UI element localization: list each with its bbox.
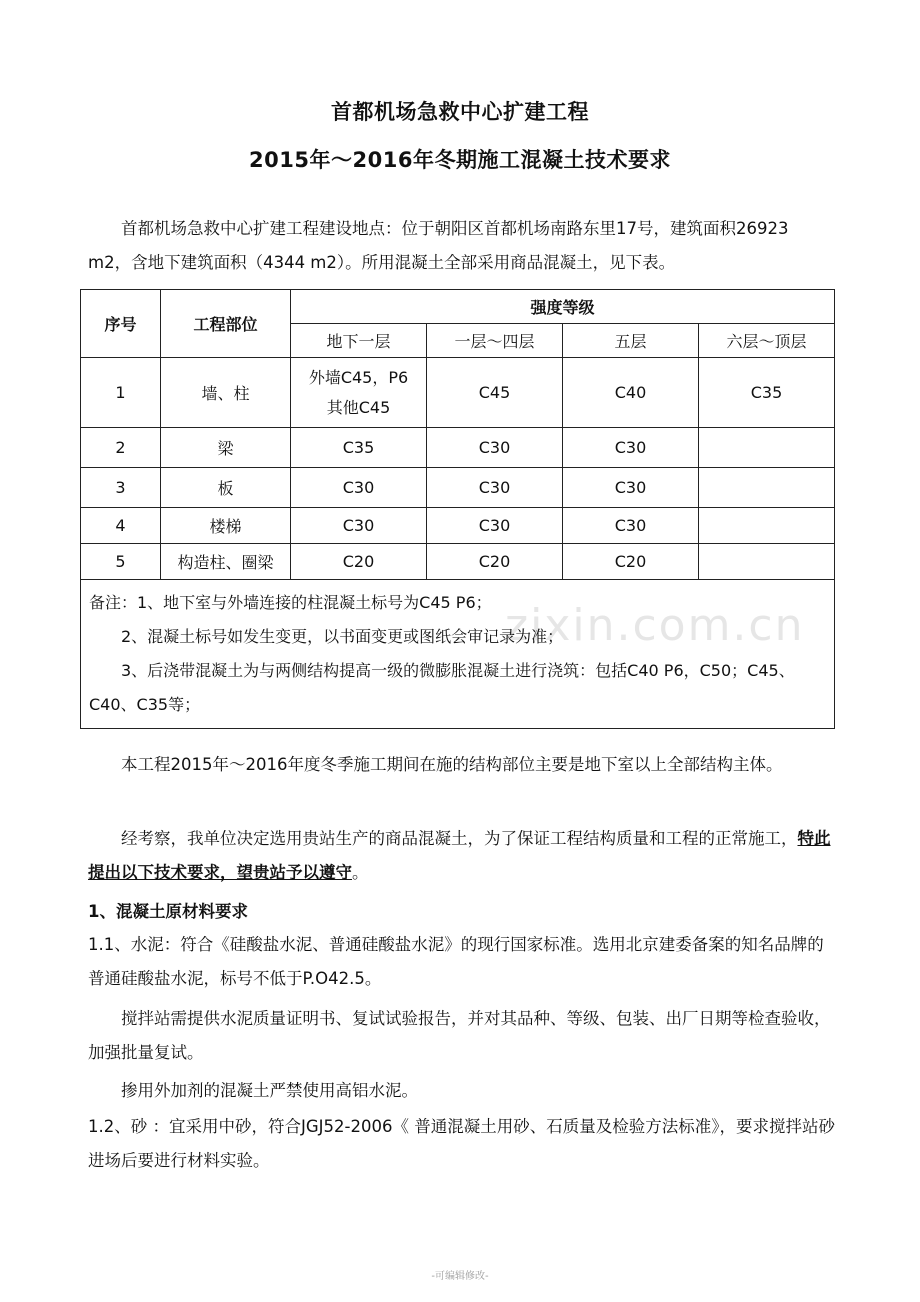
section-heading-1: 1、混凝土原材料要求: [88, 902, 248, 921]
note-line-2: 2、混凝土标号如发生变更，以书面变更或图纸会审记录为准；: [121, 627, 564, 646]
cell-basement: C30: [291, 508, 427, 544]
document-title: 首都机场急救中心扩建工程: [331, 100, 589, 124]
note-line-3: 3、后浇带混凝土为与两侧结构提高一级的微膨胀混凝土进行浇筑：包括C40 P6，C50；C45、C40、C35等；: [89, 661, 795, 714]
cell-basement: [291, 358, 427, 428]
subheader-floor1-4: 一层～四层: [427, 324, 563, 358]
table-notes: [81, 580, 835, 729]
table-row: [81, 468, 835, 508]
cell-floor5: C30: [563, 428, 699, 468]
cell-floor6-top: [699, 544, 835, 580]
table-row: [81, 358, 835, 428]
cell-floor5: C20: [563, 544, 699, 580]
subheader-floor6-top: 六层～顶层: [699, 324, 835, 358]
scope-paragraph: 本工程2015年～2016年度冬季施工期间在施的结构部位主要是地下室以上全部结构主体。: [121, 755, 783, 774]
requirement-text: 经考察，我单位决定选用贵站生产的商品混凝土，为了保证工程结构质量和工程的正常施工，: [121, 829, 798, 848]
subheader-basement: 地下一层: [291, 324, 427, 358]
cell-floor1-4: C30: [427, 428, 563, 468]
subheader-floor5: 五层: [563, 324, 699, 358]
cell-no: 5: [81, 544, 161, 580]
intro-paragraph: 首都机场急救中心扩建工程建设地点：位于朝阳区首都机场南路东里17号，建筑面积26923 m2，含地下建筑面积（4344 m2）。所用混凝土全部采用商品混凝土，见下表。: [88, 219, 789, 272]
requirement-end: 。: [352, 863, 369, 882]
cell-basement: C20: [291, 544, 427, 580]
cell-floor6-top: [699, 468, 835, 508]
cell-part: 梁: [161, 428, 291, 468]
table-row: [81, 428, 835, 468]
cell-basement-line2: 其他C45: [326, 397, 391, 417]
header-grade: 强度等级: [291, 290, 835, 324]
cell-floor1-4: C30: [427, 468, 563, 508]
cell-no: 3: [81, 468, 161, 508]
cell-part: 墙、柱: [161, 358, 291, 428]
requirement-paragraph: [88, 822, 836, 890]
cell-no: 2: [81, 428, 161, 468]
cell-floor1-4: C45: [427, 358, 563, 428]
cell-basement: C30: [291, 468, 427, 508]
page-footer: -可编辑修改-: [431, 1271, 489, 1282]
cell-part: 楼梯: [161, 508, 291, 544]
document-subtitle: 2015年～2016年冬期施工混凝土技术要求: [249, 148, 671, 172]
table-row: [81, 544, 835, 580]
cement-paragraph: 1.1、水泥：符合《硅酸盐水泥、普通硅酸盐水泥》的现行国家标准。选用北京建委备案的知名品牌的普通硅酸盐水泥，标号不低于P.O42.5。: [88, 935, 824, 988]
sand-paragraph: 1.2、砂 ：宜采用中砂，符合JGJ52-2006《 普通混凝土用砂、石质量及检验方法标准》，要求搅拌站砂进场后要进行材料实验。: [88, 1117, 835, 1170]
cell-floor6-top: [699, 508, 835, 544]
header-no: 序号: [81, 290, 161, 358]
admixture-paragraph: 掺用外加剂的混凝土严禁使用高铝水泥。: [121, 1081, 418, 1100]
concrete-grade-table: [80, 289, 835, 729]
table-row: [81, 508, 835, 544]
cell-floor6-top: [699, 428, 835, 468]
cell-floor1-4: C30: [427, 508, 563, 544]
requirement-emphasis: 特此提出以下技术要求，望贵站予以遵守: [88, 829, 831, 882]
cell-part: 构造柱、圈梁: [161, 544, 291, 580]
note-line-1: 备注：1、地下室与外墙连接的柱混凝土标号为C45 P6；: [89, 593, 492, 612]
watermark: zixin.com.cn: [505, 600, 805, 651]
cell-floor5: C30: [563, 508, 699, 544]
cell-floor5: C40: [563, 358, 699, 428]
cell-floor6-top: C35: [699, 358, 835, 428]
station-paragraph: 搅拌站需提供水泥质量证明书、复试试验报告，并对其品种、等级、包装、出厂日期等检查验收，加强批量复试。: [88, 1009, 831, 1062]
cell-no: 4: [81, 508, 161, 544]
header-part: 工程部位: [161, 290, 291, 358]
table-notes-row: [81, 580, 835, 729]
cell-floor5: C30: [563, 468, 699, 508]
cell-basement-line1: 外墙C45，P6: [308, 367, 409, 387]
cell-part: 板: [161, 468, 291, 508]
cell-basement: C35: [291, 428, 427, 468]
cell-floor1-4: C20: [427, 544, 563, 580]
cell-no: 1: [81, 358, 161, 428]
